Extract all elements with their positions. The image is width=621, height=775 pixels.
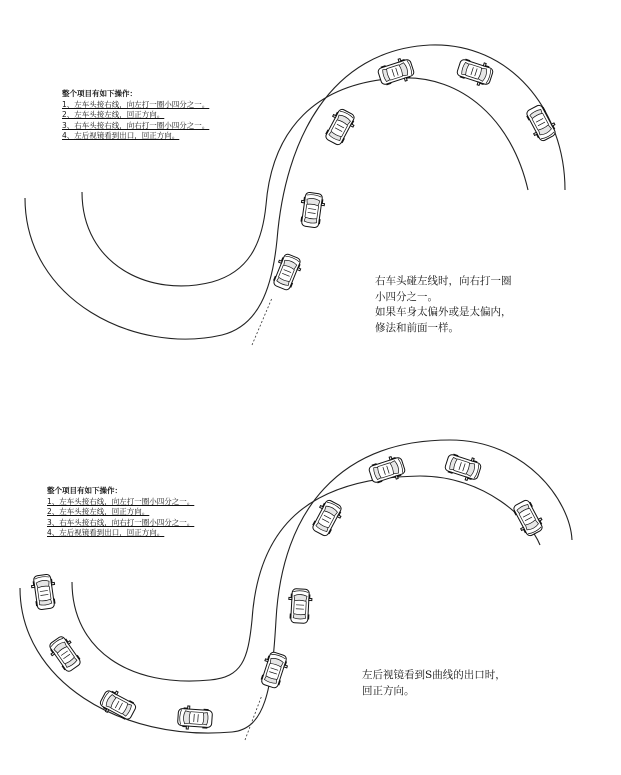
- note-line: 小四分之一。: [375, 290, 438, 303]
- note-line: 如果车身太偏外或是太偏内，: [375, 306, 512, 318]
- car: [288, 588, 313, 623]
- car: [376, 56, 415, 88]
- car: [523, 103, 559, 144]
- instruction-item: 2、左车头接左线，回正方向。: [47, 507, 150, 516]
- car: [30, 574, 58, 611]
- car: [309, 498, 345, 539]
- instruction-title: 整个项目有如下操作：: [62, 89, 137, 98]
- instruction-title: 整个项目有如下操作：: [47, 486, 122, 495]
- note-line: 回正方向。: [362, 684, 415, 697]
- car: [98, 687, 139, 723]
- note-line: 修法和前面一样。: [375, 321, 459, 334]
- instruction-list: [62, 89, 209, 142]
- car: [322, 107, 358, 148]
- car: [510, 498, 546, 539]
- instruction-item: 1、左车头接右线，向左打一圈小四分之一。: [47, 496, 195, 506]
- driving-note: [362, 668, 506, 699]
- car: [177, 705, 213, 730]
- instruction-item: 3、右车头接右线，向右打一圈小四分之一。: [47, 517, 195, 527]
- car: [258, 650, 290, 689]
- instruction-item: 3、右车头接右线，向右打一圈小四分之一。: [62, 120, 210, 130]
- guide-line: [245, 695, 262, 740]
- panel-1-cars: [270, 56, 559, 292]
- car: [367, 454, 406, 486]
- car: [443, 451, 482, 483]
- car: [455, 56, 494, 88]
- guide-line: [252, 298, 272, 345]
- instruction-item: 1、左车头接右线，向左打一圈小四分之一。: [62, 99, 210, 109]
- note-line: 左后视镜看到S曲线的出口时，: [362, 669, 506, 681]
- instruction-list: [47, 486, 194, 539]
- note-line: 右车头碰左线时，向右打一圈: [375, 275, 512, 287]
- driving-note: [375, 274, 512, 336]
- car: [46, 633, 84, 674]
- car: [298, 192, 326, 229]
- instruction-item: 4、左后视镜看到出口，回正方向。: [62, 131, 180, 140]
- instruction-item: 2、左车头接左线，回正方向。: [62, 110, 165, 119]
- instruction-item: 4、左后视镜看到出口，回正方向。: [47, 528, 165, 537]
